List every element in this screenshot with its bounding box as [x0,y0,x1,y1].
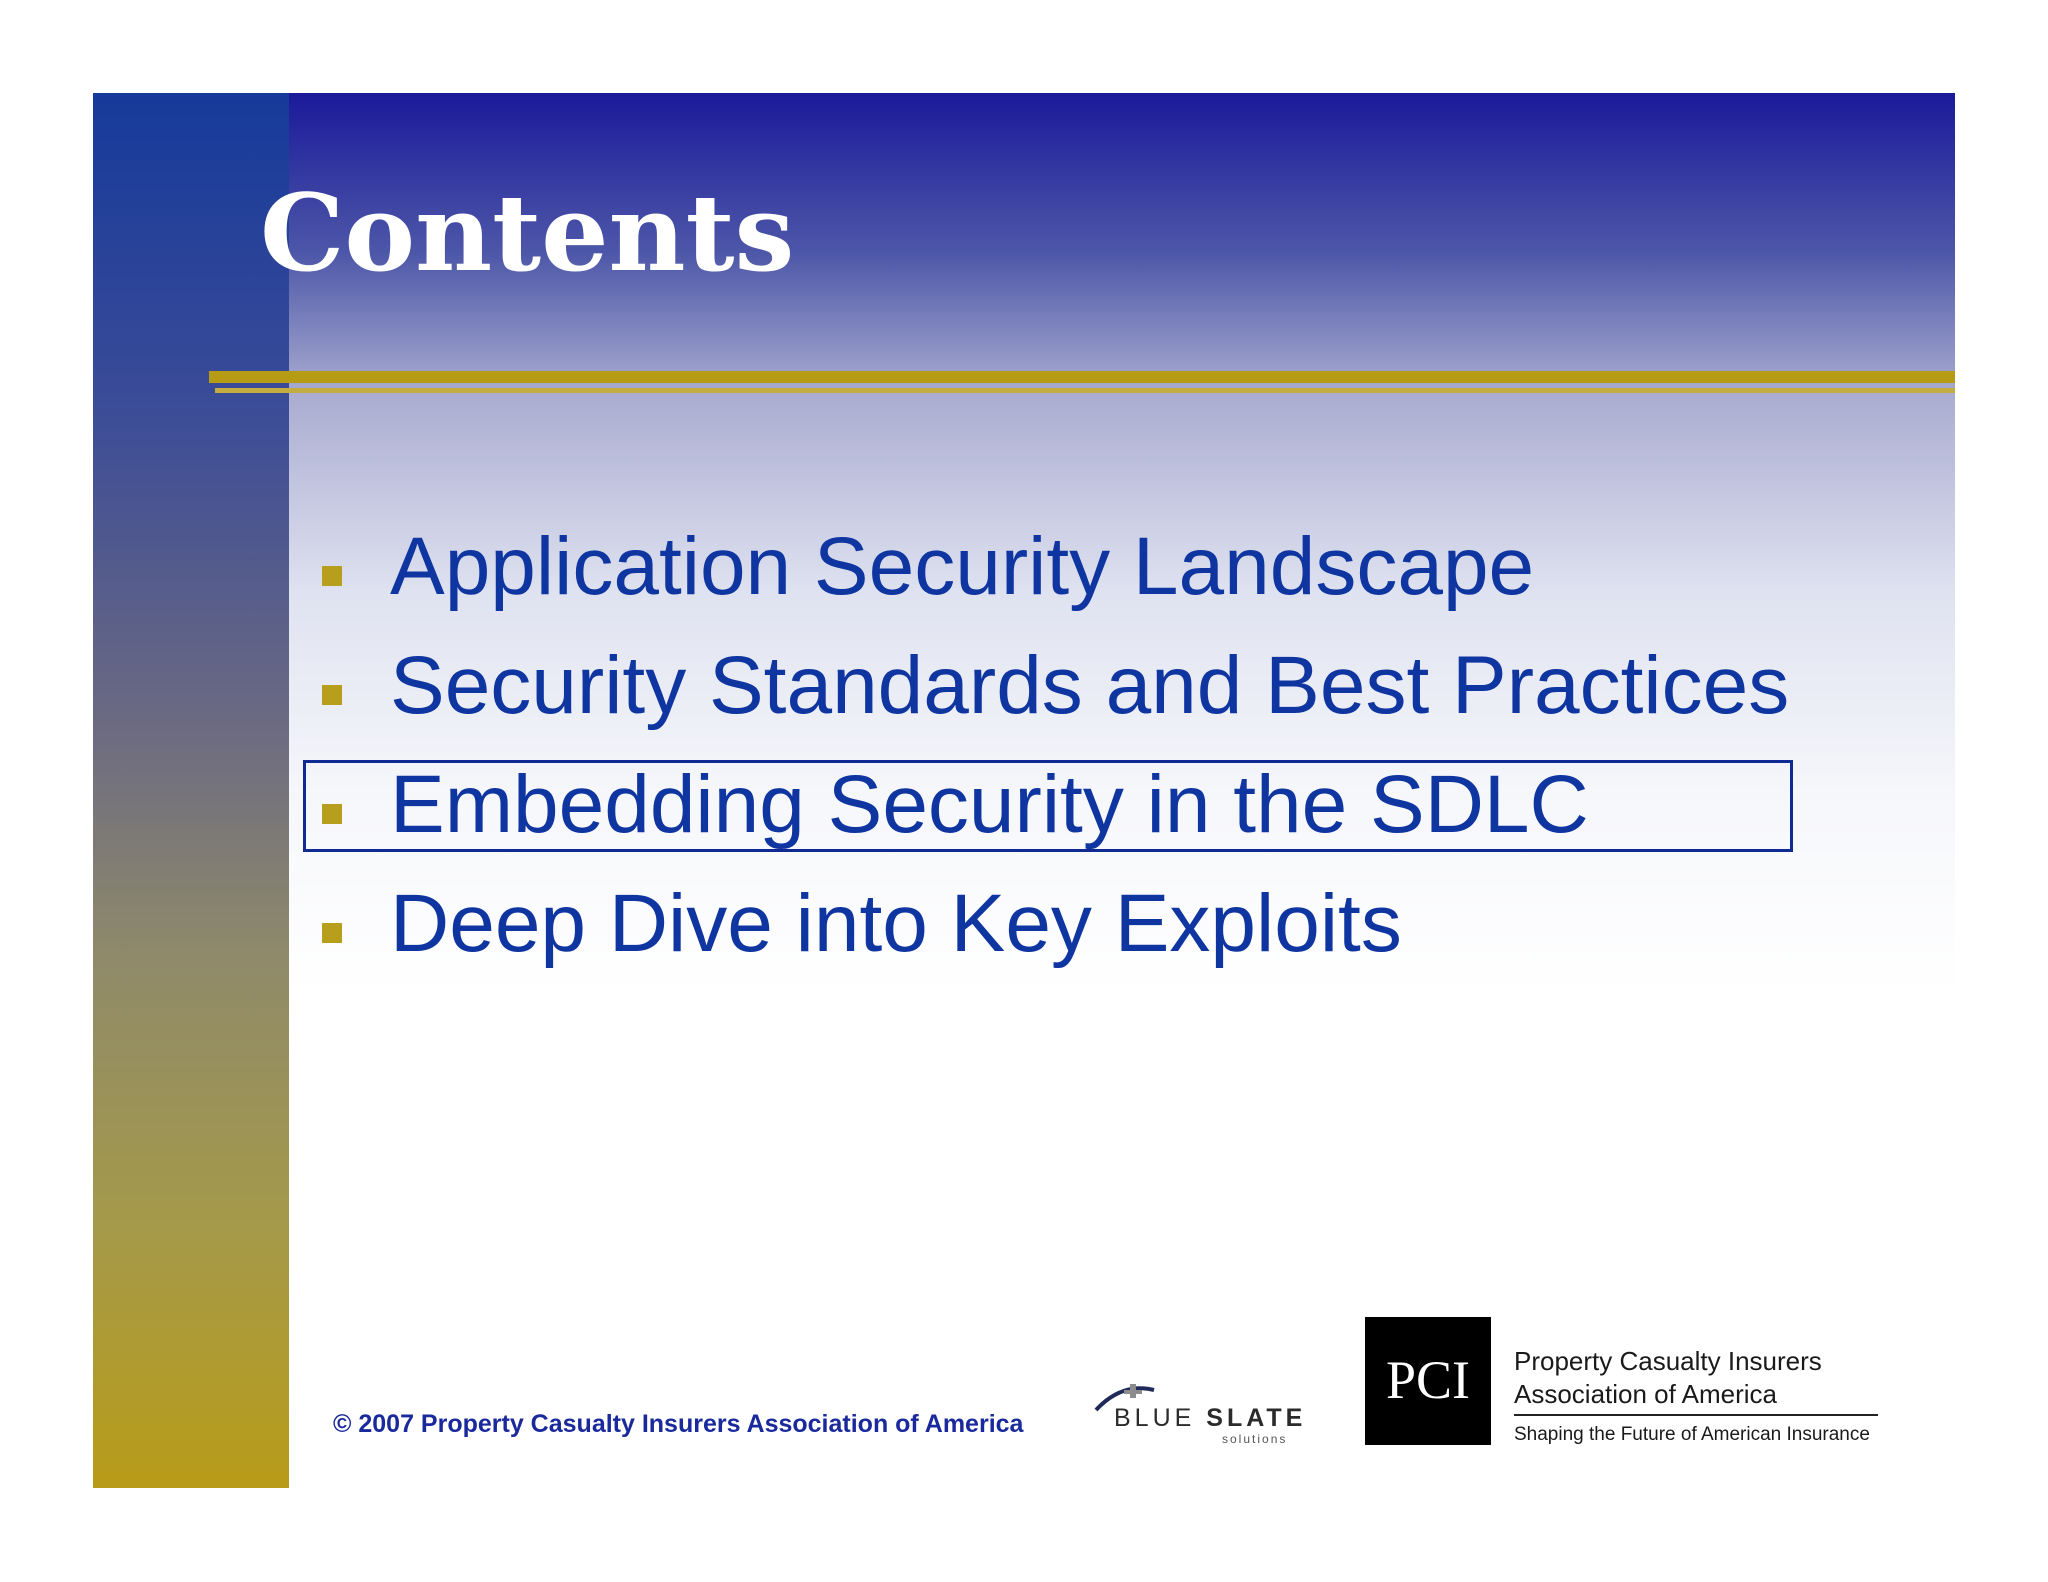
title-underline-thin [215,388,1955,393]
list-item-label: Application Security Landscape [390,521,1535,612]
square-bullet-icon [322,685,342,705]
pci-name-line2: Association of America [1514,1379,1778,1409]
pci-logo-box [1365,1317,1491,1445]
square-bullet-icon [322,923,342,943]
pci-tagline: Shaping the Future of American Insurance [1514,1424,1870,1445]
blue-slate-word-light: BLUE [1114,1404,1196,1432]
blue-slate-logo [1092,1380,1322,1450]
pci-logo-letters: PCI [1385,1350,1471,1410]
copyright-notice: © 2007 Property Casualty Insurers Association of America [333,1410,1024,1438]
list-item-label: Embedding Security in the SDLC [390,759,1589,850]
blue-slate-subtitle: solutions [1222,1432,1288,1446]
square-bullet-icon [322,804,342,824]
title-underline-thick [209,371,1955,383]
square-bullet-icon [322,566,342,586]
slide-title: Contents [260,170,795,295]
blue-slate-word-bold: SLATE [1206,1404,1307,1432]
blue-slate-wordmark [1114,1404,1306,1433]
list-item-label: Security Standards and Best Practices [390,640,1790,731]
list-item-label: Deep Dive into Key Exploits [390,878,1402,969]
left-decorative-bar [93,93,289,1488]
pci-divider [1514,1414,1878,1416]
pci-name-line1: Property Casualty Insurers [1514,1346,1822,1376]
